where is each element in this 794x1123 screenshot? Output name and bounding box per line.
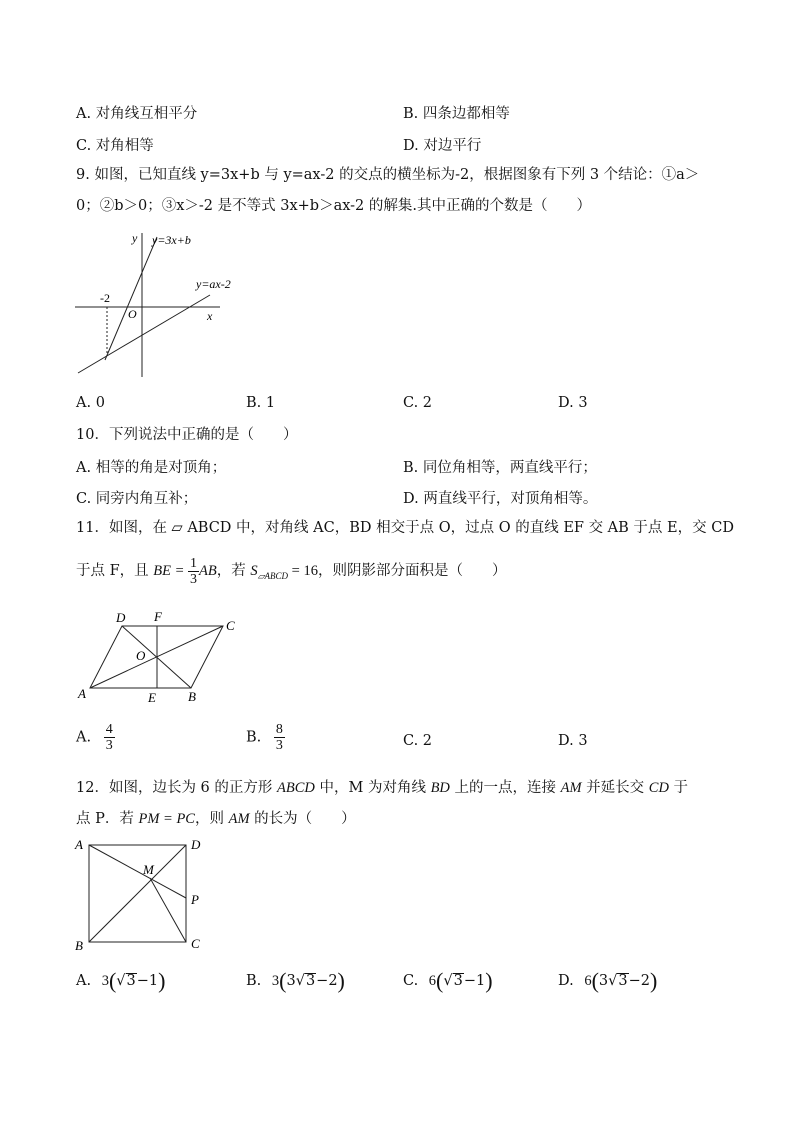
q12-option-a: A. 3(√3−1): [76, 968, 166, 993]
q12-text-b: 中，M 为对角线: [314, 780, 431, 796]
q12-square-name: ABCD: [277, 780, 315, 796]
q12-stem-line1: [76, 778, 688, 798]
q12-text-d: 并延长交: [581, 780, 649, 796]
q10-stem: 10．下列说法中正确的是（ ）: [76, 427, 298, 443]
q11-label-a: A: [78, 686, 86, 701]
q12-option-d-coef: 6: [584, 973, 592, 989]
q11-label-o: O: [136, 648, 146, 663]
q11-label-f: F: [154, 609, 162, 624]
q9-stem-line1: 9. 如图，已知直线 y=3x+b 与 y=ax-2 的交点的横坐标为-2，根据图象有下列 3 个结论：①a＞: [76, 167, 700, 183]
q12-cd: CD: [648, 780, 669, 796]
q12-option-c-radicand: 3: [453, 973, 463, 989]
q12-option-d-inner: 3: [598, 973, 609, 989]
q11-area-symbol: S: [250, 563, 258, 579]
q9-y-label: y: [132, 231, 138, 245]
q12-am2: AM: [228, 811, 250, 827]
q12-label-p: P: [191, 892, 199, 907]
q12-option-b: B. 3(3√3−2): [246, 968, 345, 993]
q12-text-c: 上的一点，连接: [449, 780, 561, 796]
q9-line1-label: y=3x+b: [152, 233, 191, 247]
q11-label-e: E: [148, 690, 156, 705]
q12-label-m: M: [143, 862, 154, 877]
q12-option-b-inner: 3: [286, 973, 296, 989]
q12-label-c: C: [191, 936, 200, 951]
q11-option-a-prefix: A.: [76, 729, 92, 746]
q11-option-a-num: 4: [105, 722, 113, 737]
q11-text-c: ，则阴影部分面积是（ ）: [317, 563, 507, 579]
q8-option-a: A. 对角线互相平分: [76, 106, 198, 122]
q12-option-a-radicand: 3: [126, 973, 136, 989]
q12-option-a-coef: 3: [101, 973, 109, 989]
q12-option-c-coef: 6: [428, 973, 437, 989]
q12-figure: [70, 835, 220, 955]
q8-option-d: D. 对边平行: [403, 138, 482, 154]
q12-option-d-prefix: D.: [558, 973, 574, 989]
q11-option-a-den: 3: [105, 738, 113, 753]
q9-stem-line2: 0；②b＞0；③x＞-2 是不等式 3x+b＞ax-2 的解集.其中正确的个数是（ ）: [76, 198, 591, 214]
q11-text-a: 于点 F，且: [76, 563, 154, 579]
q12-option-c-prefix: C.: [403, 973, 419, 989]
q12-diagonal-bd: [89, 845, 186, 942]
q12-option-b-radicand: 3: [305, 973, 316, 989]
q11-option-a-fraction: [104, 722, 115, 753]
q10-option-a: A. 相等的角是对顶角；: [76, 460, 227, 476]
q9-option-b: B. 1: [246, 395, 276, 411]
q9-option-c: C. 2: [403, 395, 433, 411]
q12-text-e: 于: [668, 780, 689, 796]
q9-line2-label: y=ax-2: [196, 277, 231, 291]
q11-option-a: [76, 722, 115, 753]
q12-label-a: A: [75, 837, 83, 852]
q12-option-b-coef: 3: [271, 973, 280, 989]
q12-stem-line2: [76, 809, 356, 829]
q9-tick-label: -2: [100, 291, 110, 305]
q9-option-a: A. 0: [76, 395, 105, 411]
q12-option-d-tail: −2: [628, 973, 650, 989]
q12-pm-pc: PM = PC: [138, 811, 195, 827]
q12-segment-ap: [89, 845, 186, 898]
q12-option-d-radicand: 3: [618, 973, 628, 989]
q11-option-c: C. 2: [403, 733, 433, 749]
q11-figure: [70, 605, 250, 710]
q11-option-b-num: 8: [275, 722, 283, 737]
q12-am: AM: [560, 780, 582, 796]
q12-bd: BD: [430, 780, 450, 796]
q9-figure: [70, 225, 250, 383]
q12-text-f: 点 P．若: [76, 811, 139, 827]
q11-label-d: D: [116, 610, 126, 625]
q11-option-b-den: 3: [275, 738, 283, 753]
q11-stem-line2: [76, 553, 506, 594]
q11-option-b: [246, 722, 285, 753]
q10-option-b: B. 同位角相等，两直线平行；: [403, 460, 597, 476]
q12-option-a-tail: −1: [136, 973, 159, 989]
q11-area-subscript: ▱ABCD: [257, 570, 289, 581]
q11-ab: AB: [199, 563, 217, 579]
q11-frac-den: 3: [190, 571, 198, 587]
q8-option-c: C. 对角相等: [76, 138, 154, 154]
q11-eq: =: [171, 563, 189, 579]
q11-be: BE: [153, 563, 171, 579]
q12-text-g: ，则: [194, 811, 229, 827]
q9-x-label: x: [207, 309, 213, 323]
q11-frac-num: 1: [190, 555, 198, 571]
q11-label-c: C: [226, 618, 235, 633]
q11-fraction: [188, 556, 199, 587]
q12-text-h: 的长为（ ）: [249, 811, 356, 827]
q12-label-b: B: [75, 938, 83, 953]
q9-option-d: D. 3: [558, 395, 588, 411]
q9-origin-label: O: [128, 307, 137, 321]
q11-text-b: ，若: [216, 563, 251, 579]
q11-stem-line1: 11．如图，在 ▱ ABCD 中，对角线 AC，BD 相交于点 O，过点 O 的直线 EF 交 AB 于点 E，交 CD: [76, 520, 734, 536]
q11-option-d: D. 3: [558, 733, 588, 749]
q12-option-c: C. 6(√3−1): [403, 968, 493, 993]
q8-option-b: B. 四条边都相等: [403, 106, 510, 122]
q12-label-d: D: [191, 837, 201, 852]
q10-option-c: C. 同旁内角互补；: [76, 491, 198, 507]
q12-option-b-tail: −2: [316, 973, 338, 989]
q11-option-b-prefix: B.: [246, 729, 262, 746]
q12-text-a: 12．如图，边长为 6 的正方形: [76, 780, 278, 796]
q11-label-b: B: [188, 689, 196, 704]
q11-area-value: = 16: [288, 563, 318, 579]
q11-option-b-fraction: [274, 722, 285, 753]
q12-option-c-tail: −1: [463, 973, 486, 989]
q12-option-a-prefix: A.: [76, 973, 92, 989]
q12-option-d: D. 6(3√3−2): [558, 968, 658, 993]
q12-option-b-prefix: B.: [246, 973, 262, 989]
q10-option-d: D. 两直线平行，对顶角相等。: [403, 491, 598, 507]
